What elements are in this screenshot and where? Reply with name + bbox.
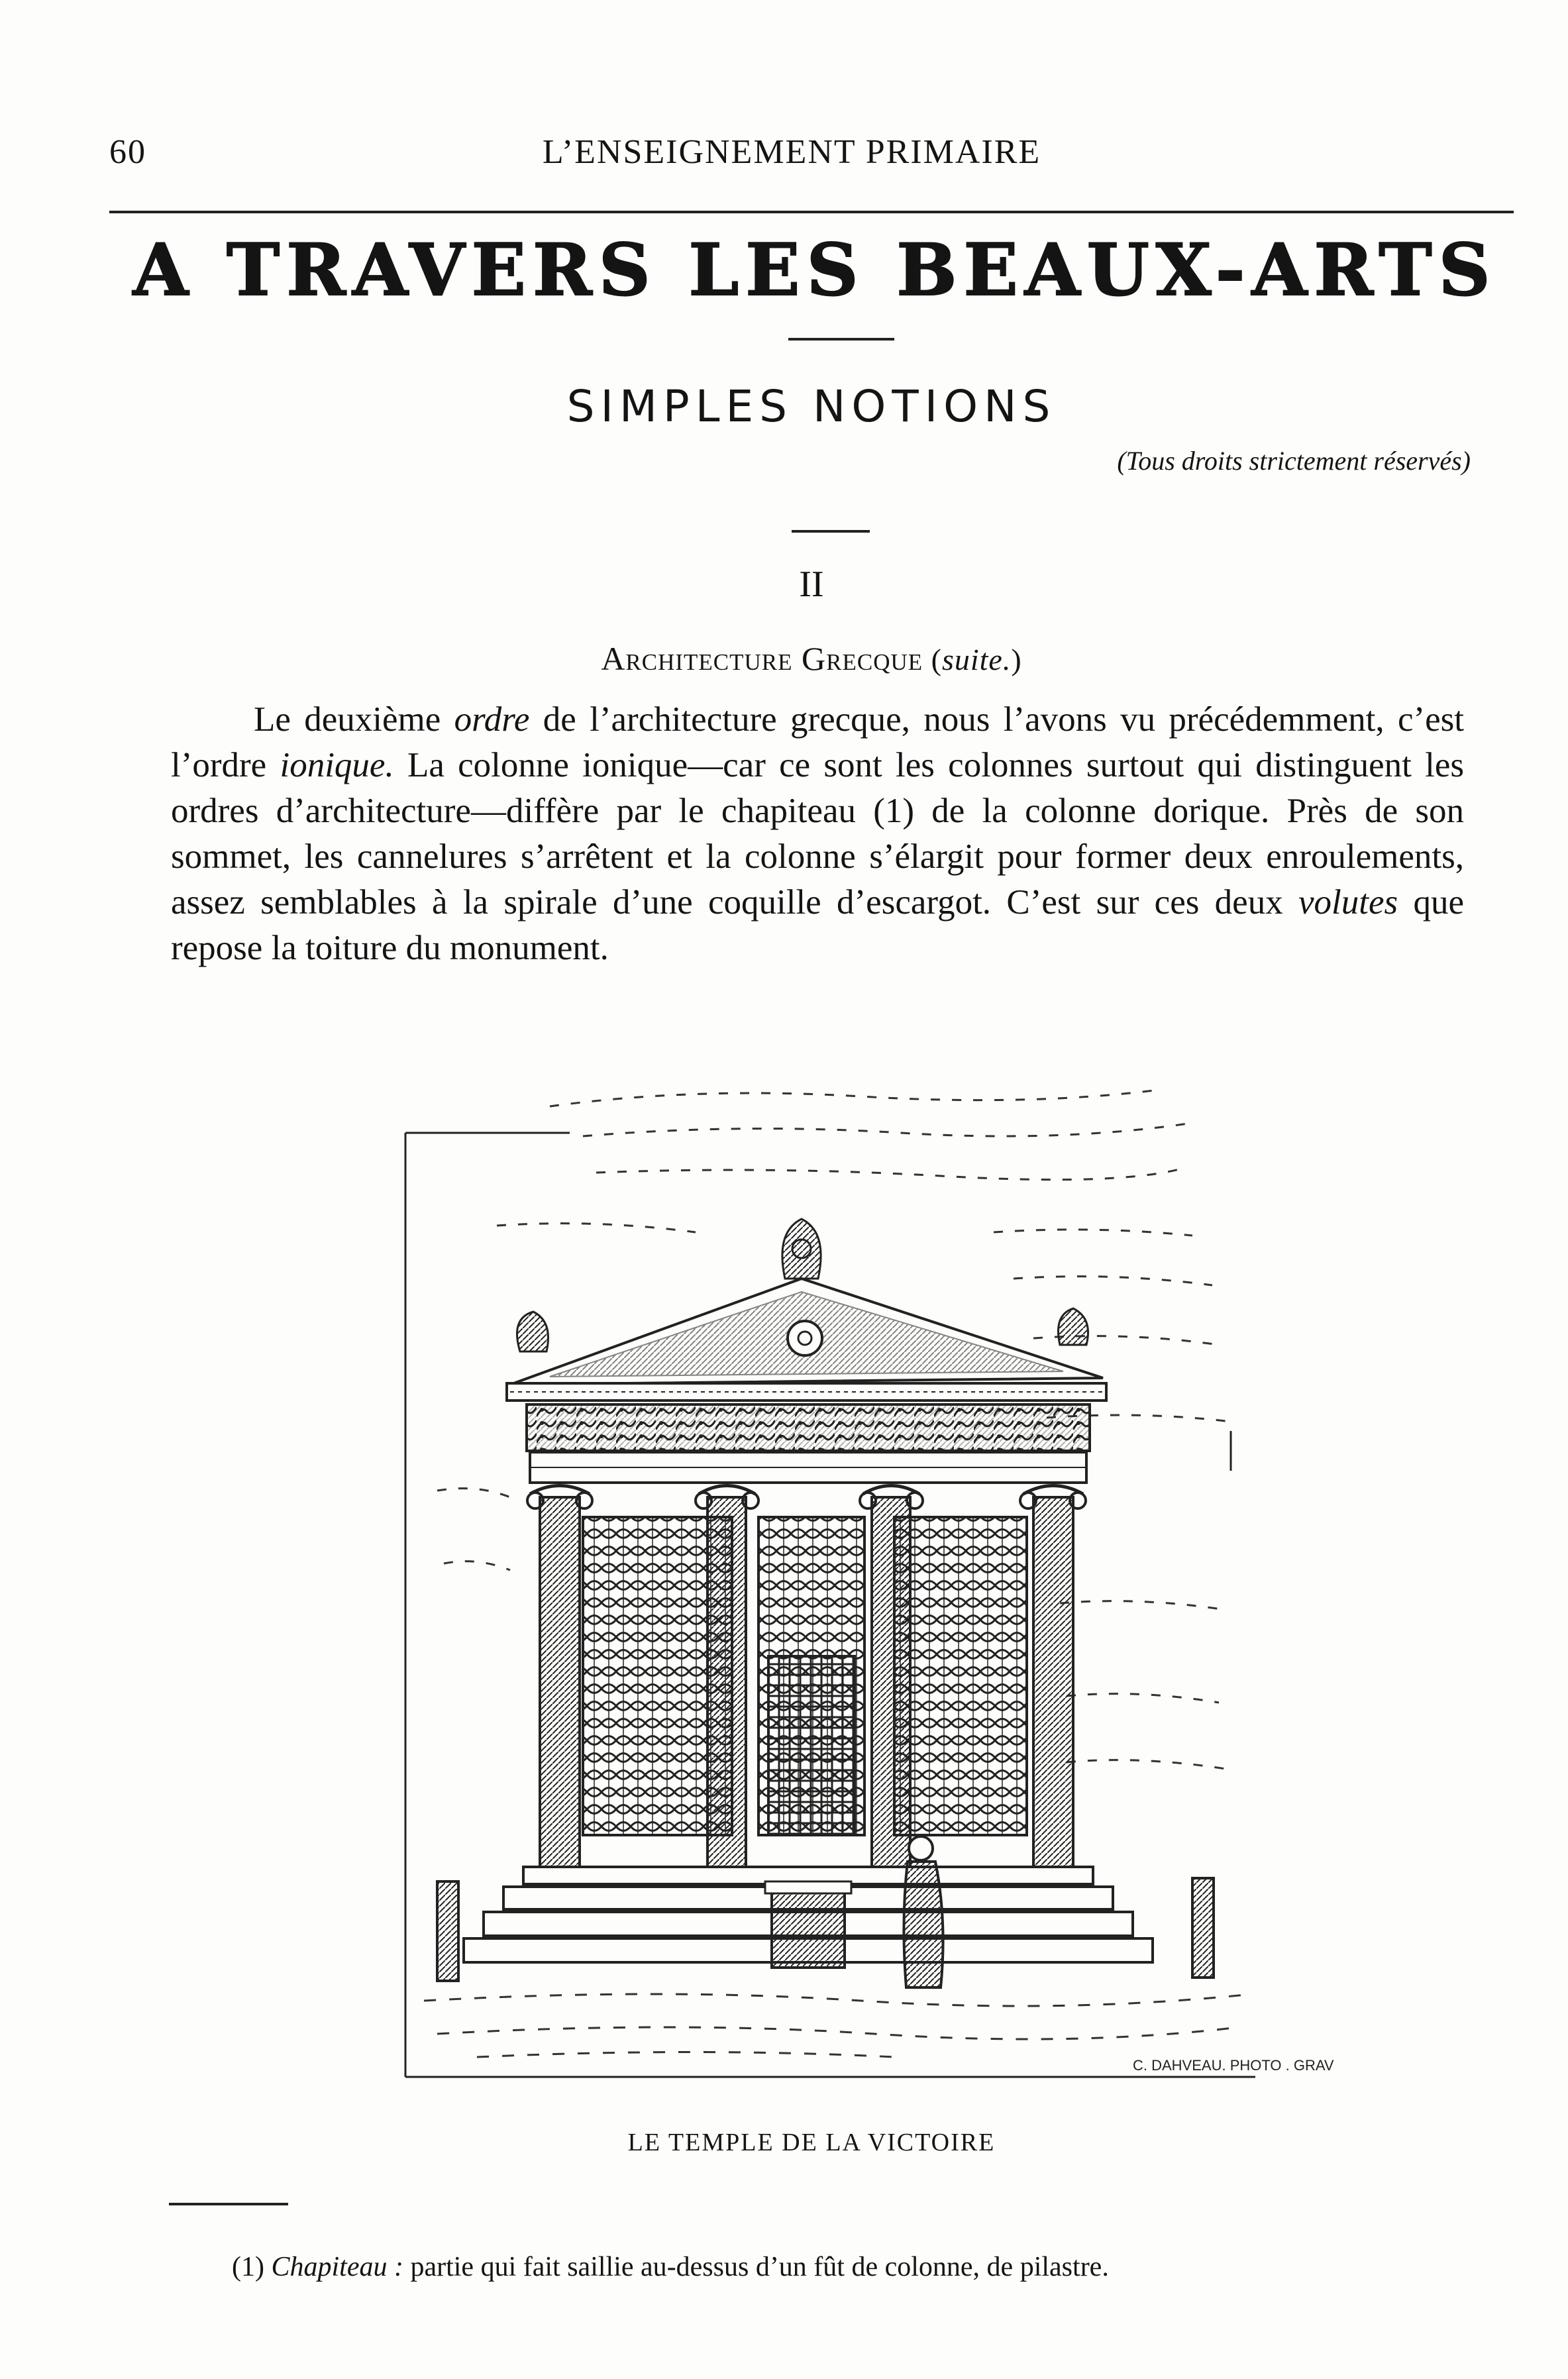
running-head	[109, 132, 1474, 179]
section-subtitle: SIMPLES NOTIONS	[566, 381, 1057, 432]
body-paragraph	[171, 697, 1464, 971]
temple-engraving	[397, 1060, 1334, 2100]
engraver-credit: C. DAHVEAU. PHOTO . GRAV	[1133, 2057, 1334, 2074]
body-run: de l’architecture grecque, nous l’avons vu précédemment, c’est l’ordre	[171, 700, 1465, 784]
body-run-italic: ordre	[454, 700, 530, 739]
footnote-rule	[169, 2203, 288, 2205]
body-run-italic: ionique.	[280, 746, 394, 784]
footnote-marker: (1)	[232, 2252, 264, 2282]
article-heading-suite: suite.	[941, 643, 1012, 676]
subtitle-divider	[792, 530, 870, 533]
body-run: Le deuxième	[254, 700, 454, 739]
header-rule	[109, 211, 1514, 213]
section-title: A TRAVERS LES BEAUX-ARTS	[132, 229, 1497, 312]
page-number: 60	[109, 133, 146, 171]
journal-title: L’ENSEIGNEMENT PRIMAIRE	[542, 133, 1041, 171]
footnote-text: partie qui fait saillie au-dessus d’un fût de colonne, de pilastre.	[403, 2252, 1109, 2282]
rights-note: (Tous droits strictement réservés)	[1117, 446, 1471, 476]
body-run: La colonne ionique—car ce sont les colonnes surtout qui distinguent les ordres d’architecture—diffère par le chapiteau (1) de la colonne dorique. Près de son sommet, les cannelures s’arrêtent et la colonne s’élargit pour former deux enroulements, assez semblables à la spirale d’une coquille d’escargot. C’est sur ces deux	[171, 746, 1464, 922]
footnote-term: Chapiteau :	[271, 2252, 403, 2282]
article-heading-main: Architecture Grecque	[601, 640, 923, 677]
article-heading: Architecture Grecque (suite.)	[601, 640, 1022, 677]
title-divider	[788, 338, 894, 341]
body-run-italic: volutes	[1298, 883, 1398, 922]
temple-illustration	[397, 1060, 1334, 2100]
figure-caption: LE TEMPLE DE LA VICTOIRE	[627, 2129, 996, 2156]
chapter-number: II	[799, 564, 824, 605]
akroterion-top	[782, 1219, 821, 1279]
body-run: que repose la toiture du monument.	[171, 883, 1465, 967]
article-body	[171, 697, 1464, 971]
footnote	[232, 2251, 1490, 2283]
